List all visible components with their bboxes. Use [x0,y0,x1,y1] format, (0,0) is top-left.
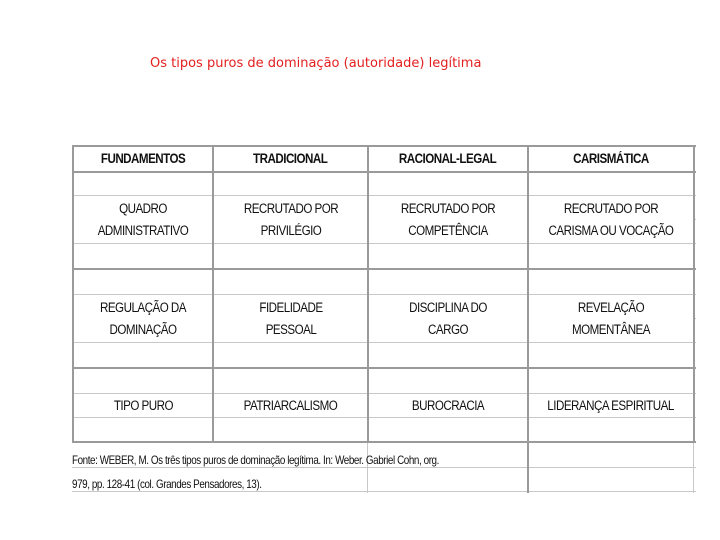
header-carismatica: CARISMÁTICA [573,151,649,166]
table-cell: RECRUTADO POR CARISMA OU VOCAÇÃO [548,200,674,238]
header-racional-legal: RACIONAL-LEGAL [399,151,497,166]
source-line-2: 979, pp. 128-41 (col. Grandes Pensadores, 13). [72,477,262,491]
table-cell: RECRUTADO POR COMPETÊNCIA [400,200,496,238]
table-cell: TIPO PURO [113,397,173,413]
source-line-1: Fonte: WEBER, M. Os três tipos puros de dominação legítima. In: Weber. Gabriel Cohn, org. [72,453,439,467]
table-cell: REVELAÇÃO MOMENTÂNEA [571,299,651,337]
header-tradicional: TRADICIONAL [253,151,328,166]
table-cell: BUROCRACIA [411,397,485,413]
table-cell: FIDELIDADE PESSOAL [258,299,323,337]
header-fundamentos: FUNDAMENTOS [100,151,186,166]
table-cell: RECRUTADO POR PRIVILÉGIO [243,200,338,238]
table-cell: REGULAÇÃO DA DOMINAÇÃO [99,299,187,337]
table-cell: DISCIPLINA DO CARGO [409,299,487,337]
table-cell: PATRIARCALISMO [243,397,338,413]
spreadsheet-table [72,145,696,493]
table-cell: QUADRO ADMINISTRATIVO [97,200,189,238]
source-citation [72,448,532,496]
slide-title: Os tipos puros de dominação (autoridade) legítima [150,56,482,71]
table-cell: LIDERANÇA ESPIRITUAL [547,397,675,413]
